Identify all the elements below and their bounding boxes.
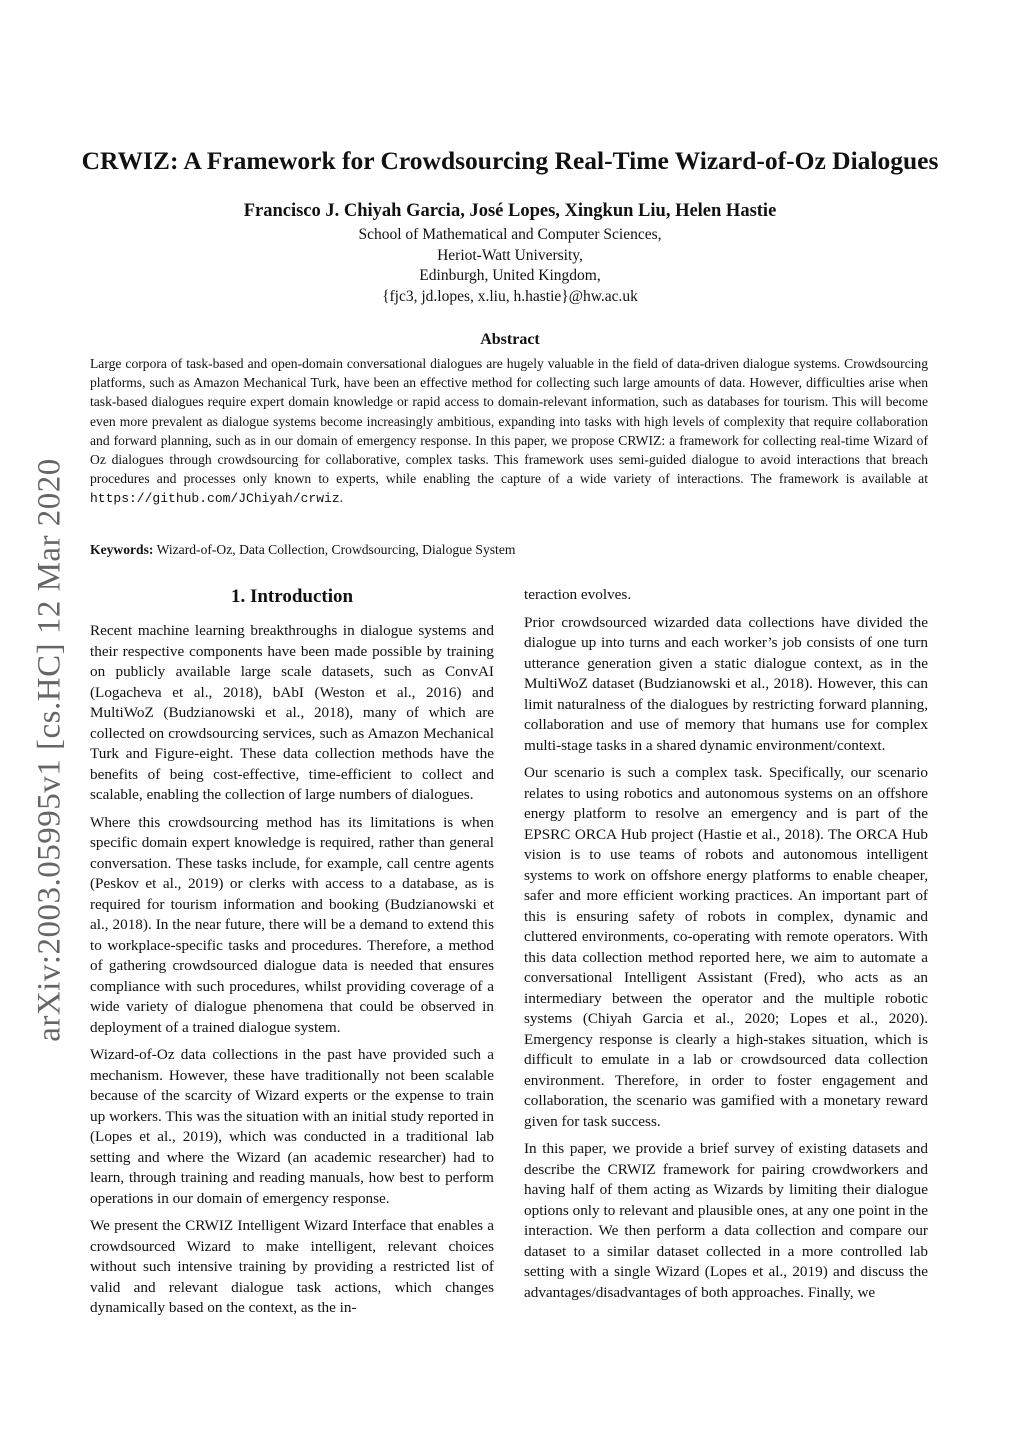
- abstract-body: [90, 354, 928, 509]
- abstract-heading: Abstract: [480, 331, 540, 348]
- abstract-period: .: [339, 490, 344, 506]
- paragraph: Recent machine learning breakthroughs in dialogue systems and their respective components have been made possible by training on publicly available large scale datasets, such as ConvAI (Logacheva et al., 2018), bAbI (Weston et al., 2016) and MultiWoZ (Budzianowski et al., 2018), many of which are collected on crowdsourcing services, such as Amazon Mechanical Turk and Figure-eight. These data collection methods have the benefits of being cost-effective, time-efficient to collect and scalable, enabling the collection of large numbers of dialogues.: [90, 622, 494, 803]
- right-column: [524, 585, 928, 1310]
- abstract-text: Large corpora of task-based and open-domain conversational dialogues are hugely valuable in the field of data-driven dialogue systems. Crowdsourcing platforms, such as Amazon Mechanical Turk, have been an effective method for collecting such large amounts of data. However, difficulties arise when task-based dialogues require expert domain knowledge or rapid access to domain-relevant information, such as databases for tourism. This will become even more prevalent as dialogue systems become increasingly ambitious, expanding into tasks with high levels of complexity that require collaboration and forward planning, such as in our domain of emergency response. In this paper, we propose CRWIZ: a framework for collecting real-time Wizard of Oz dialogues through crowdsourcing for collaborative, complex tasks. This framework uses semi-guided dialogue to avoid interactions that breach procedures and processes only known to experts, while enabling the capture of a wide variety of interactions. The framework is available at: [90, 356, 928, 487]
- left-column: [90, 585, 494, 1326]
- paragraph: In this paper, we provide a brief survey of existing datasets and describe the CRWIZ framework for pairing crowdworkers and having half of them acting as Wizards by limiting their dialogue options only to relevant and plausible ones, at any one point in the interaction. We then perform a data collection and compare our dataset to a similar dataset collected in a more controlled lab setting with a single Wizard (Lopes et al., 2019) and discuss the advantages/disadvantages of both approaches. Finally, we: [524, 1140, 928, 1301]
- paragraph: Where this crowdsourcing method has its limitations is when specific domain expert knowledge is required, rather than general conversation. These tasks include, for example, call centre agents (Peskov et al., 2019) or clerks with access to a database, as is required for tourism information and booking (Budzianowski et al., 2018). In the near future, there will be a demand to extend this to workplace-specific tasks and procedures. Therefore, a method of gathering crowdsourced dialogue data is needed that ensures compliance with such procedures, whilst providing coverage of a wide variety of dialogue phenomena that could be observed in deployment of a trained dialogue system.: [90, 813, 494, 1036]
- arxiv-sidebar-stamp: [32, 440, 68, 1060]
- paper-title: CRWIZ: A Framework for Crowdsourcing Real-Time Wizard-of-Oz Dialogues: [81, 146, 939, 175]
- author-list: Francisco J. Chiyah Garcia, José Lopes, Xingkun Liu, Helen Hastie: [243, 201, 777, 221]
- arxiv-id: arXiv:2003.05995v1 [cs.HC] 12 Mar 2020: [31, 458, 68, 1042]
- affiliation-line: School of Mathematical and Computer Sciences,: [358, 226, 662, 243]
- keywords-label: Keywords:: [90, 542, 154, 557]
- keywords-text: Wizard-of-Oz, Data Collection, Crowdsourcing, Dialogue System: [153, 542, 516, 557]
- affiliation-block: [60, 225, 960, 307]
- author-emails: {fjc3, jd.lopes, x.liu, h.hastie}@hw.ac.uk: [382, 287, 638, 305]
- paragraph: Prior crowdsourced wizarded data collections have divided the dialogue up into turns and each worker’s job consists of one turn utterance generation given a static dialogue context, as in the MultiWoZ dataset (Budzianowski et al., 2018). However, this can limit naturalness of the dialogues by restricting forward planning, collaboration and use of memory that humans use for complex multi-stage tasks in a shared dynamic environment/context.: [524, 613, 928, 754]
- github-link[interactable]: https://github.com/JChiyah/crwiz: [90, 491, 340, 507]
- section-heading-introduction: 1. Introduction: [230, 586, 354, 607]
- keywords-line: [90, 542, 928, 558]
- affiliation-line: Heriot-Watt University,: [437, 246, 583, 264]
- paragraph: We present the CRWIZ Intelligent Wizard Interface that enables a crowdsourced Wizard to make intelligent, relevant choices without such intensive training by providing a restricted list of valid and relevant dialogue task actions, which changes dynamically based on the context, as the in-: [90, 1217, 494, 1316]
- paragraph: teraction evolves.: [524, 586, 632, 603]
- paragraph: Wizard-of-Oz data collections in the past have provided such a mechanism. However, these have traditionally not been scalable because of the scarcity of Wizard experts or the expense to train up workers. This was the situation with an initial study reported in (Lopes et al., 2019), which was conducted in a traditional lab setting and where the Wizard (an academic researcher) had to learn, through training and reading manuals, how best to perform operations in our domain of emergency response.: [90, 1046, 494, 1207]
- paragraph: Our scenario is such a complex task. Specifically, our scenario relates to using robotics and autonomous systems on an offshore energy platform to resolve an emergency and is part of the EPSRC ORCA Hub project (Hastie et al., 2018). The ORCA Hub vision is to use teams of robots and autonomous intelligent systems to work on offshore energy platforms to enable cheaper, safer and more efficient working practices. An important part of this is ensuring safety of robots in complex, dynamic and cluttered environments, co-operating with remote operators. With this data collection method reported here, we aim to automate a conversational Intelligent Assistant (Fred), who acts as an intermediary between the operator and the multiple robotic systems (Chiyah Garcia et al., 2020; Lopes et al., 2020). Emergency response is clearly a high-stakes situation, which is difficult to emulate in a lab or crowdsourced data collection environment. Therefore, in order to foster engagement and collaboration, the scenario was gamified with a monetary reward given for task success.: [524, 764, 928, 1130]
- affiliation-line: Edinburgh, United Kingdom,: [419, 267, 601, 284]
